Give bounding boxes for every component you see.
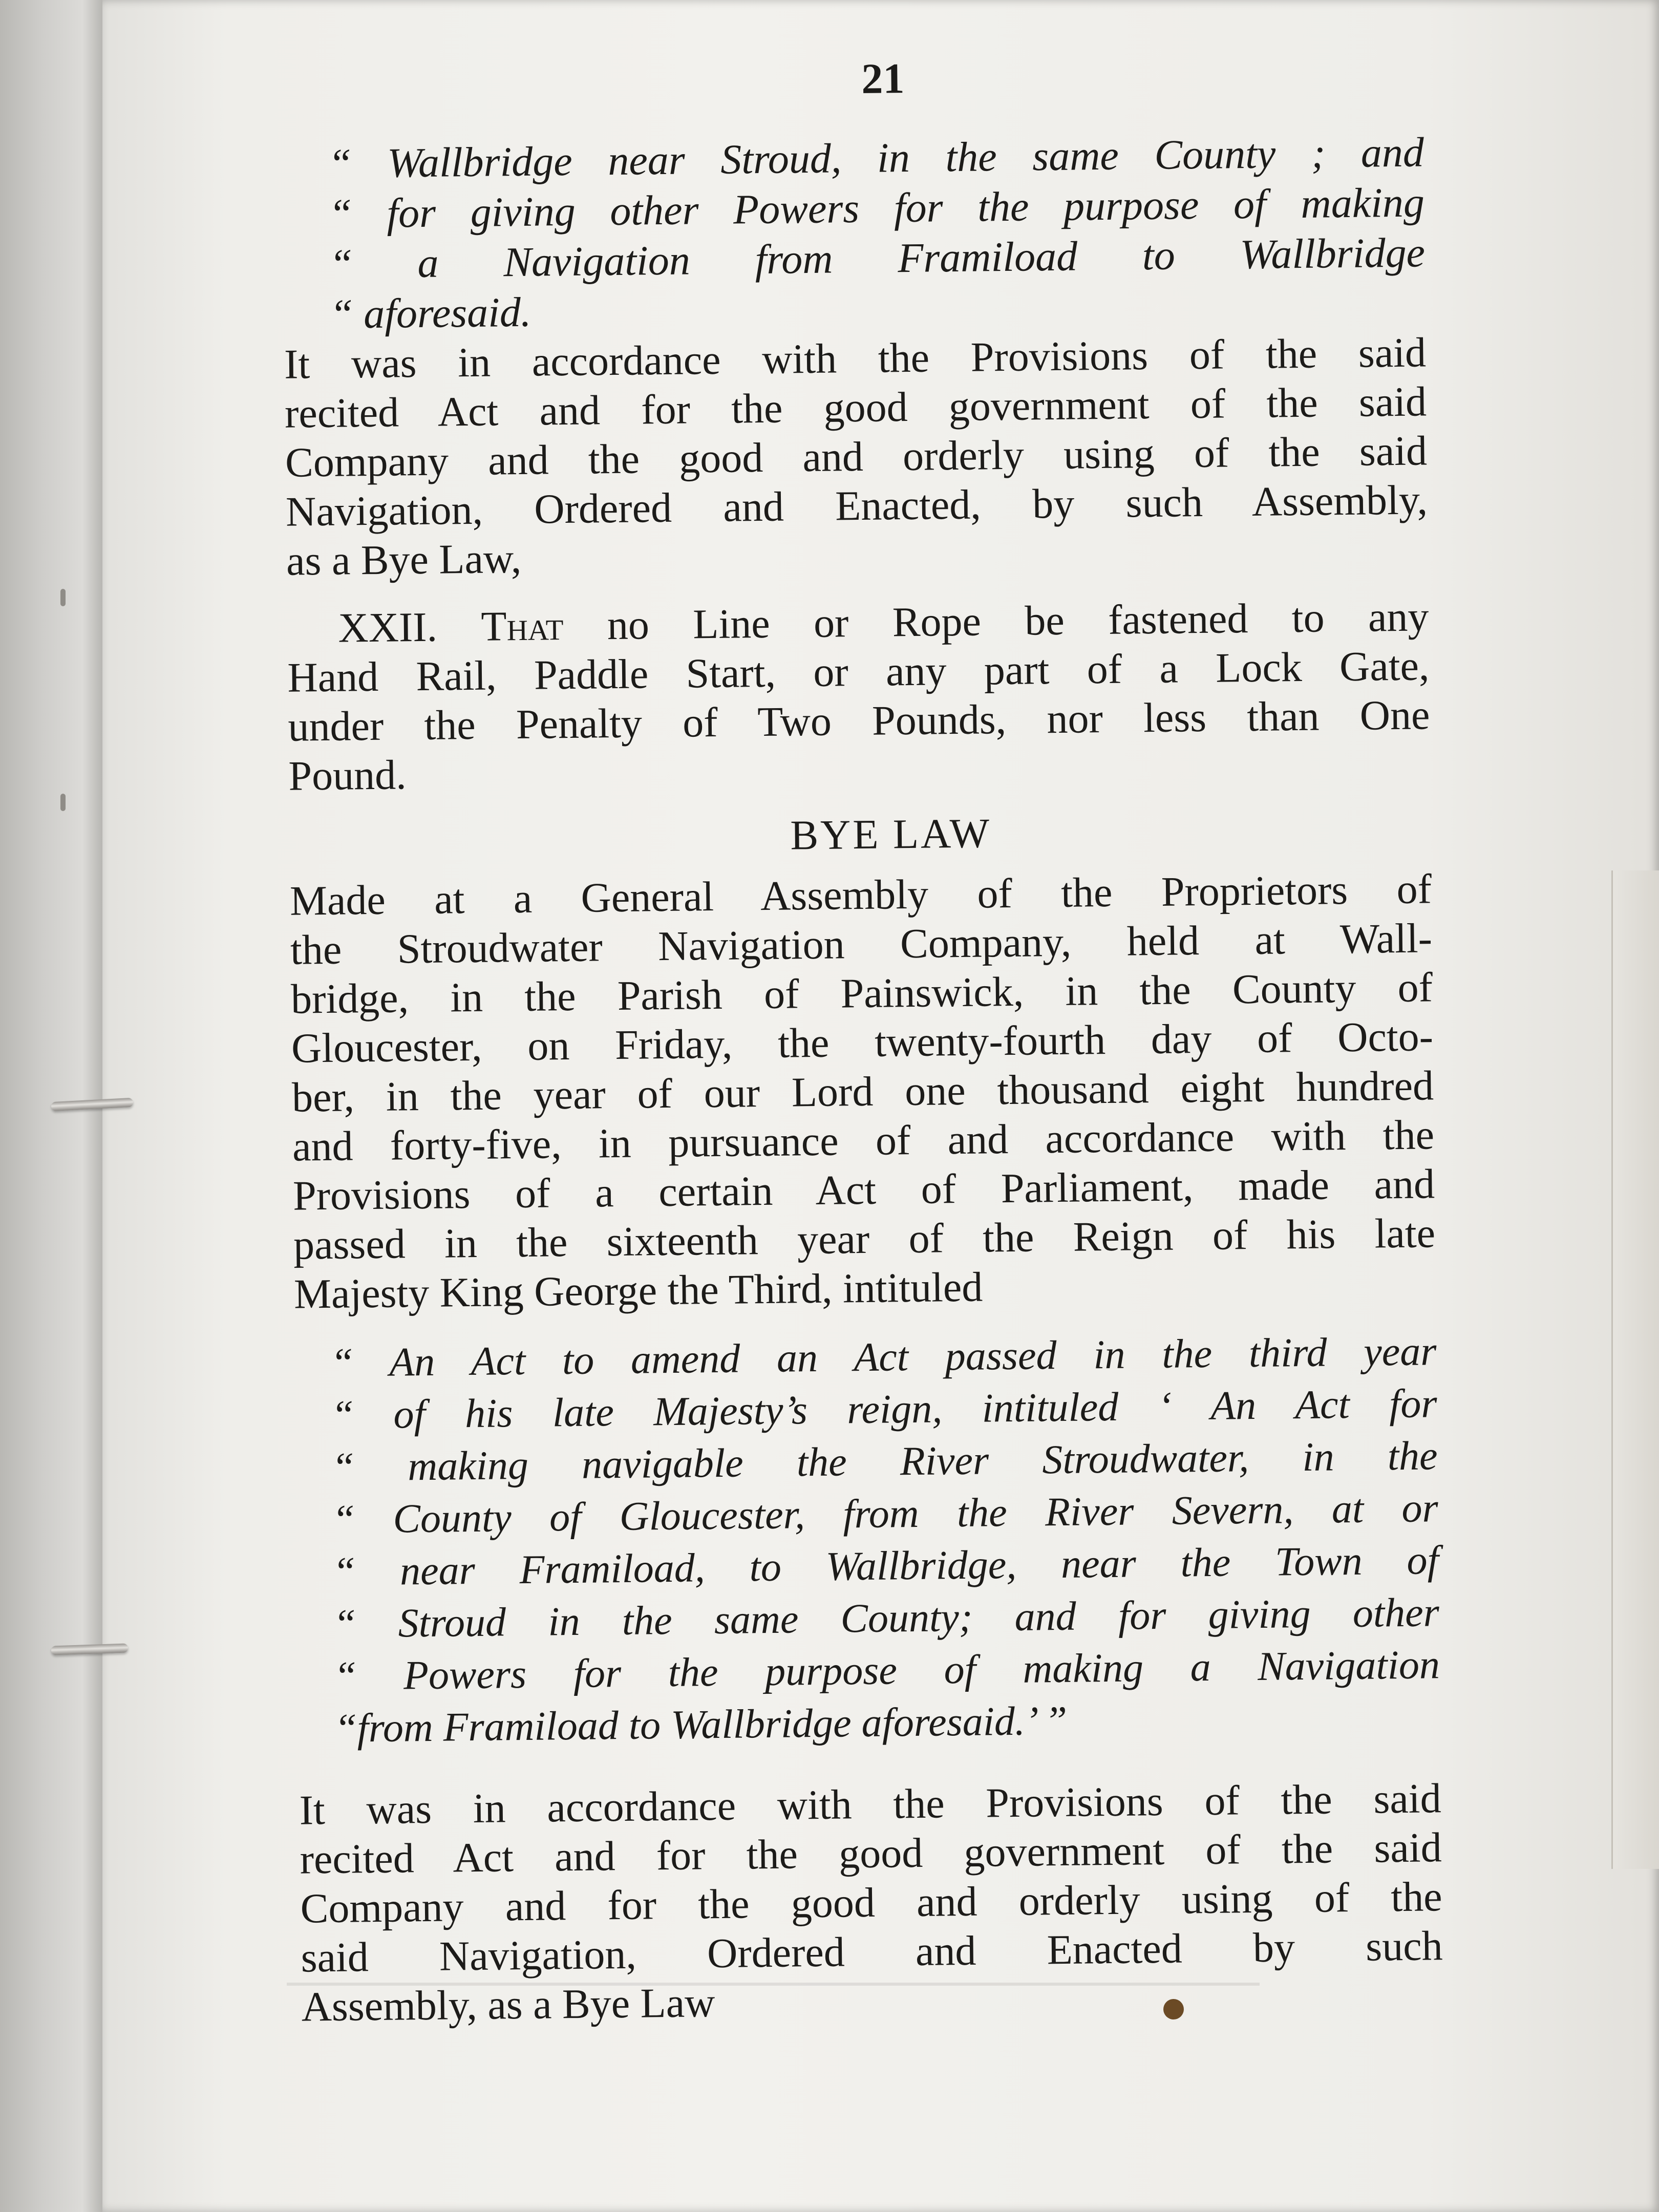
binding-hole	[60, 589, 66, 606]
opening-quote	[328, 127, 1426, 339]
paragraph-line: It was in accordance with the Provisions of the said	[284, 329, 1427, 388]
quote-line: “ near Framiload, to Wallbridge, near the Town of	[332, 1538, 1439, 1594]
paragraph-line: as a Bye Law,	[286, 535, 522, 584]
rule-line: Hand Rail, Paddle Start, or any part of a Lock Gate,	[287, 642, 1430, 701]
quote-line: “ An Act to amend an Act passed in the third year	[330, 1329, 1437, 1386]
quote-line: “from Framiload to Wallbridge aforesaid.’ ”	[334, 1698, 1068, 1751]
paragraph-line: passed in the sixteenth year of the Reign of his late	[293, 1209, 1436, 1268]
paragraph-line: the Stroudwater Navigation Company, held at Wall-	[290, 914, 1433, 973]
rule-line: Pound.	[288, 751, 407, 799]
quote-line: “ of his late Majesty’s reign, intituled ‘ An Act for	[331, 1381, 1437, 1438]
paragraph-line: bridge, in the Parish of Painswick, in the County of	[290, 964, 1433, 1023]
paragraph-line: Provisions of a certain Act of Parliament, made and	[292, 1160, 1435, 1219]
page-text	[281, 50, 1444, 2131]
rule-number: XXII.	[338, 603, 438, 651]
paragraph-line: Assembly, as a Bye Law	[301, 1979, 715, 2030]
paragraph-line: It was in accordance with the Provisions of the said	[299, 1775, 1442, 1834]
rule-line: under the Penalty of Two Pounds, nor less than One	[288, 691, 1430, 750]
rule-line: no Line or Rope be fastened to any	[607, 593, 1429, 649]
quote-line: “ a Navigation from Framiload to Wallbridge	[329, 229, 1426, 287]
paragraph-enactment-1	[284, 328, 1429, 585]
paragraph-line: ber, in the year of our Lord one thousand eight hundred	[291, 1062, 1434, 1121]
quote-line: “ Wallbridge near Stroud, in the same County ; and	[328, 129, 1424, 187]
quote-line: “ Powers for the purpose of making a Navigation	[333, 1642, 1440, 1699]
paragraph-line: said Navigation, Ordered and Enacted by such	[301, 1922, 1443, 1981]
act-title-quote	[330, 1325, 1440, 1755]
paragraph-line: Navigation, Ordered and Enacted, by such Assembly,	[285, 476, 1428, 535]
paragraph-line: Gloucester, on Friday, the twenty-fourth day of Octo-	[291, 1013, 1434, 1072]
paragraph-line: Company and for the good and orderly using of the	[300, 1873, 1443, 1932]
paragraph-line: recited Act and for the good government of the said	[300, 1824, 1442, 1883]
paragraph-line: and forty-five, in pursuance of and accordance with the	[292, 1111, 1435, 1170]
paragraph-enactment-2	[299, 1774, 1443, 2031]
rule-lead-word: That	[481, 602, 564, 650]
quote-line: “ County of Gloucester, from the River Severn, at or	[332, 1485, 1439, 1542]
paragraph-line: Company and the good and orderly using of the said	[285, 427, 1428, 486]
paragraph-line: Majesty King George the Third, intituled	[293, 1263, 983, 1317]
paragraph-line: recited Act and for the good government of the said	[284, 378, 1427, 437]
paragraph-assembly	[290, 864, 1436, 1318]
binding-hole	[60, 794, 66, 811]
quote-line: “ making navigable the River Stroudwater, in the	[331, 1433, 1438, 1490]
page-number: 21	[861, 55, 905, 103]
section-heading: BYE LAW	[790, 810, 992, 859]
quote-line: “ for giving other Powers for the purpose of making	[328, 179, 1425, 237]
torn-page-edge	[1611, 870, 1659, 1869]
quote-line: “ Stroud in the same County; and for giving other	[333, 1590, 1440, 1647]
quote-line: “ aforesaid.	[329, 288, 531, 337]
paragraph-line: Made at a General Assembly of the Proprietors of	[289, 865, 1432, 924]
rule-xxii	[287, 592, 1431, 800]
